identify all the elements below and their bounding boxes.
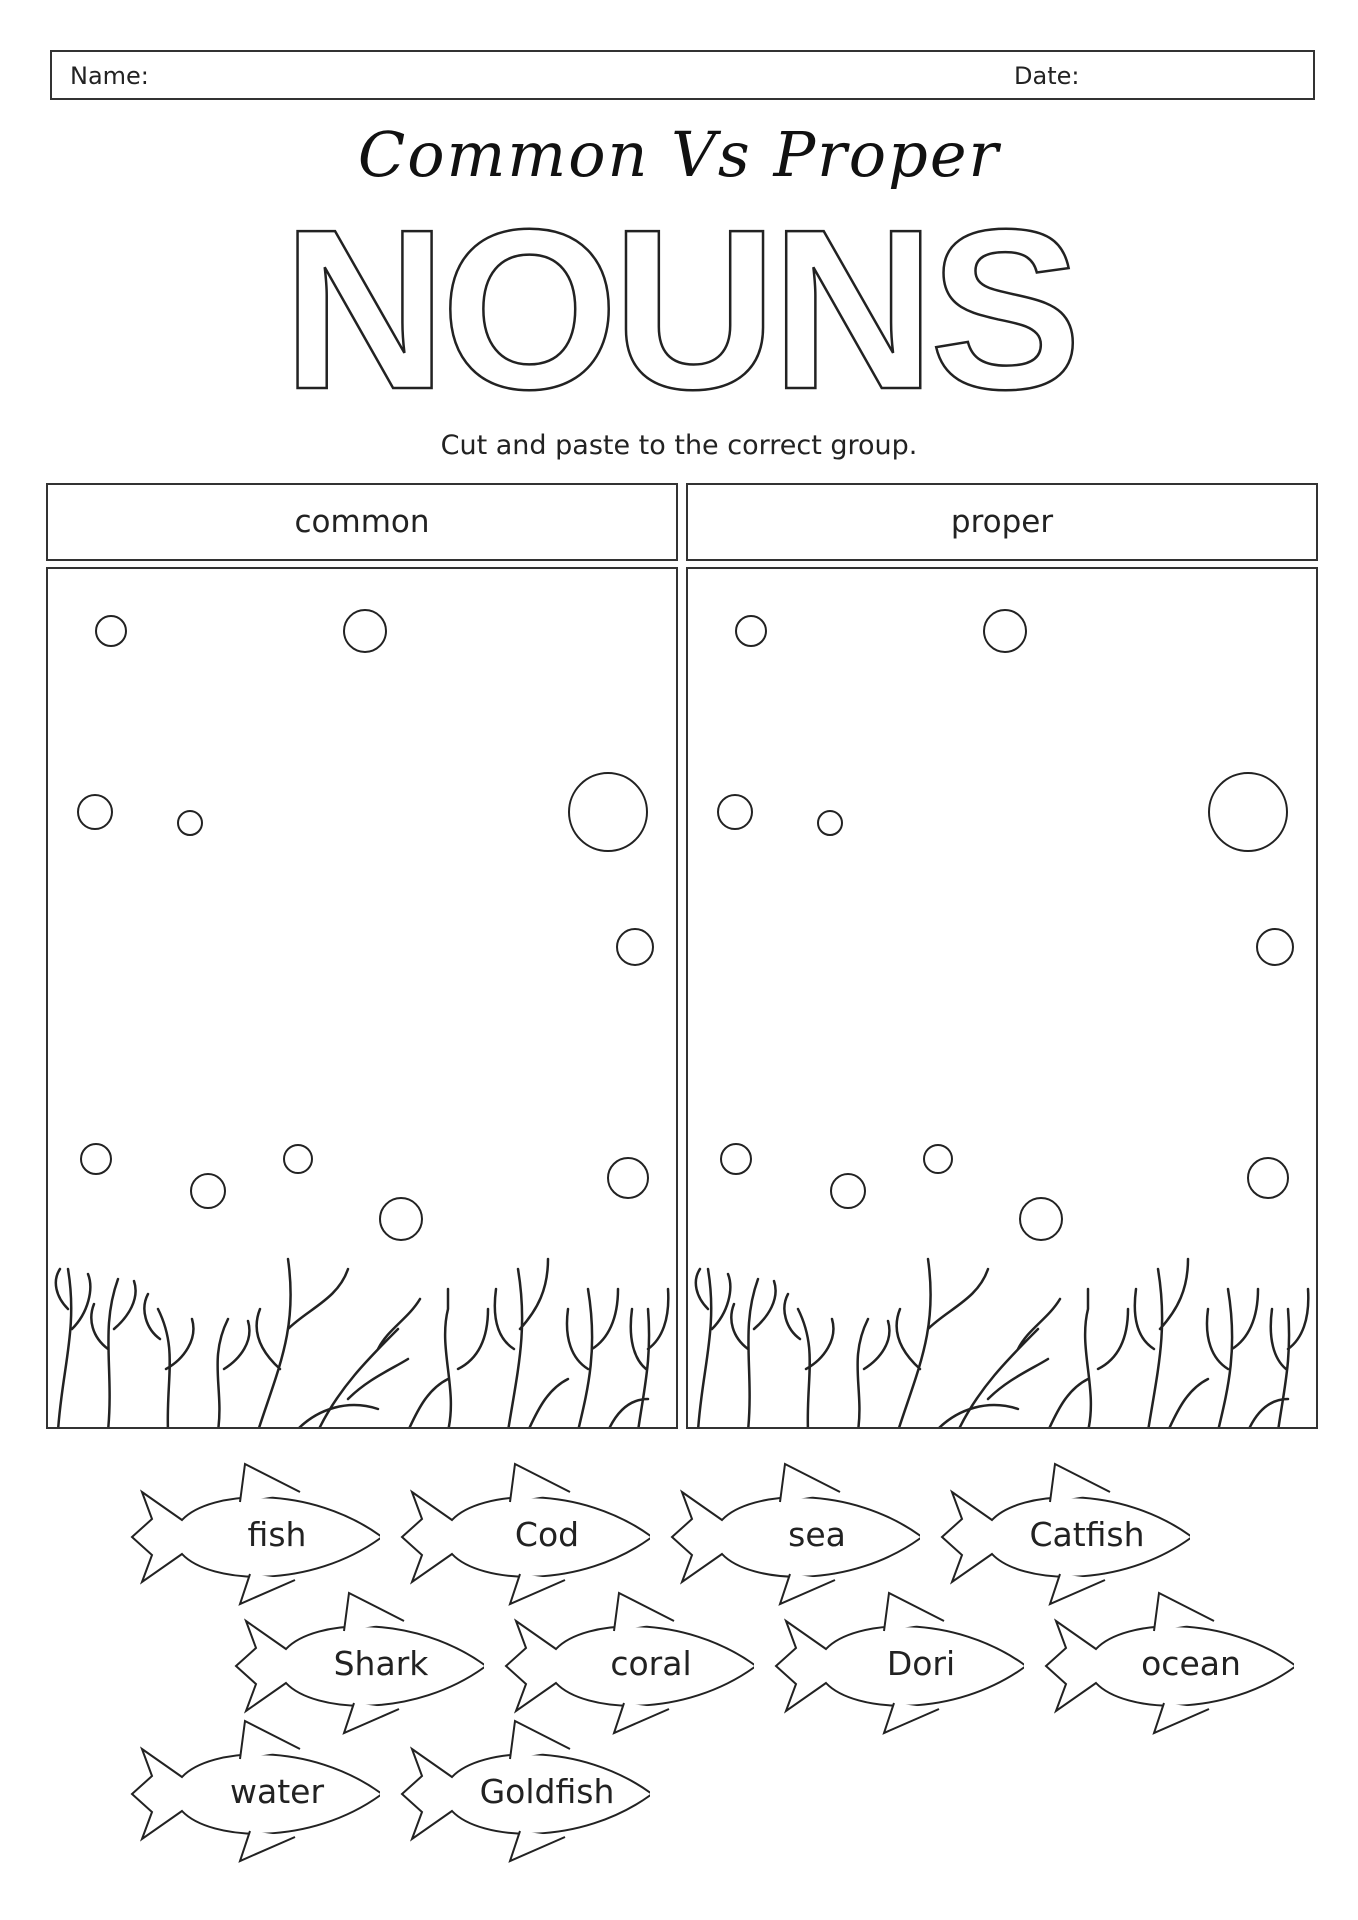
fish-word: Dori <box>886 1644 956 1683</box>
coral-icon <box>1085 1289 1128 1429</box>
coral-icon <box>298 1405 378 1429</box>
coral-icon <box>958 1299 1060 1429</box>
coral-icon <box>938 1405 1018 1429</box>
fish-word: Goldfish <box>479 1772 615 1811</box>
column-header-common: common <box>46 483 678 561</box>
date-label: Date: <box>1014 62 1080 90</box>
title-main-text: NOUNS <box>282 188 1076 408</box>
fish-card-fish[interactable] <box>120 1462 380 1612</box>
common-drop-area[interactable] <box>46 567 678 1429</box>
fish-word: coral <box>610 1644 692 1683</box>
title-main <box>0 188 1358 408</box>
fish-card-water[interactable] <box>120 1719 380 1869</box>
coral-icon <box>445 1289 488 1429</box>
coral-icon <box>495 1259 548 1429</box>
coral-icon <box>218 1319 250 1429</box>
coral-icon <box>408 1379 648 1429</box>
coral-icon <box>91 1279 135 1429</box>
fish-word: water <box>229 1772 325 1811</box>
fish-word: sea <box>788 1515 846 1554</box>
column-header-proper: proper <box>686 483 1318 561</box>
fish-word: Shark <box>333 1644 429 1683</box>
fish-word: fish <box>247 1515 307 1554</box>
coral-decoration <box>48 569 678 1429</box>
coral-icon <box>1271 1289 1309 1429</box>
coral-icon <box>631 1289 669 1429</box>
coral-icon <box>1135 1259 1188 1429</box>
title-script: Common Vs Proper <box>357 118 1001 191</box>
name-label: Name: <box>70 62 149 90</box>
instruction: Cut and paste to the correct group. <box>440 430 918 461</box>
fish-word: Catfish <box>1029 1515 1145 1554</box>
coral-icon <box>56 1269 90 1429</box>
coral-icon <box>858 1319 890 1429</box>
fish-card-ocean[interactable] <box>1034 1591 1294 1741</box>
fish-word: Cod <box>514 1515 580 1554</box>
coral-icon <box>567 1289 618 1429</box>
coral-decoration <box>688 569 1318 1429</box>
fish-card-catfish[interactable] <box>930 1462 1190 1612</box>
fish-card-goldfish[interactable] <box>390 1719 650 1869</box>
name-date-bar <box>50 50 1315 100</box>
coral-icon <box>731 1279 775 1429</box>
coral-icon <box>784 1294 833 1429</box>
coral-icon <box>696 1269 730 1429</box>
coral-icon <box>1207 1289 1258 1429</box>
fish-card-dori[interactable] <box>764 1591 1024 1741</box>
fish-card-cod[interactable] <box>390 1462 650 1612</box>
proper-drop-area[interactable] <box>686 567 1318 1429</box>
coral-icon <box>144 1294 193 1429</box>
coral-icon <box>318 1299 420 1429</box>
coral-icon <box>1048 1379 1288 1429</box>
fish-card-sea[interactable] <box>660 1462 920 1612</box>
fish-word: ocean <box>1141 1644 1241 1683</box>
